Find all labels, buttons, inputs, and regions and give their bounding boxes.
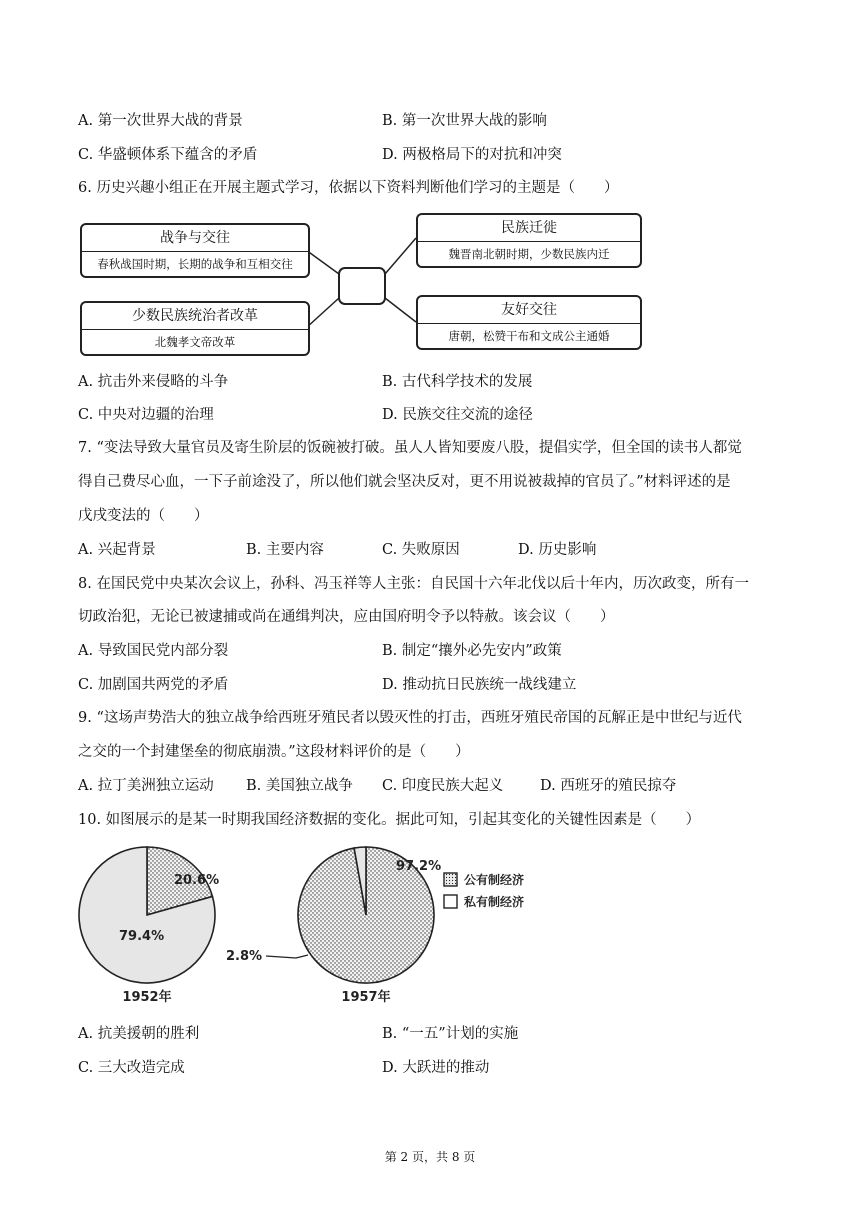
box-ethnic-migration — [416, 213, 642, 268]
q7-line-1: 7. “变法导致大量官员及寄生阶层的饭碗被打破。虽人人皆知要废八股，提倡实学，但全国的读书人都觉 — [78, 440, 742, 456]
pie-0-title: 1952年 — [122, 990, 172, 1005]
legend-label-1: 私有制经济 — [464, 895, 525, 909]
q8-line-2: 切政治犯，无论已被逮捕或尚在通缉判决，应由国府明令予以特赦。该会议（ ） — [78, 609, 615, 625]
box-minority-reform — [80, 301, 310, 356]
box-desc: 北魏孝文帝改革 — [154, 335, 236, 349]
legend-swatch-0 — [444, 873, 457, 886]
box-desc: 唐朝，松赞干布和文成公主通婚 — [448, 329, 610, 343]
legend-label-0: 公有制经济 — [464, 873, 525, 887]
q8-line-1: 8. 在国民党中央某次会议上，孙科、冯玉祥等人主张：自民国十六年北伐以后十年内，历次政变，所有一 — [78, 576, 749, 592]
q9-option-b: B. 美国独立战争 — [246, 778, 353, 794]
pie-1-label-0: 97.2% — [396, 859, 442, 874]
q10-pie-charts — [76, 840, 556, 1010]
box-title: 少数民族统治者改革 — [82, 303, 308, 330]
q6-option-b: B. 古代科学技术的发展 — [382, 374, 533, 390]
q7-line-2: 得自己费尽心血，一下子前途没了，所以他们就会坚决反对，更不用说被裁掉的官员了。”材料评述的是 — [78, 474, 731, 490]
q7-option-a: A. 兴起背景 — [78, 542, 156, 558]
q7-option-b: B. 主要内容 — [246, 542, 324, 558]
box-title: 战争与交往 — [82, 225, 308, 252]
box-war-and-exchange — [80, 223, 310, 278]
q10-option-c: C. 三大改造完成 — [78, 1060, 185, 1076]
q6-option-d: D. 民族交往交流的途径 — [382, 407, 533, 423]
pie-1-label-1: 2.8% — [226, 949, 263, 964]
q6-option-c: C. 中央对边疆的治理 — [78, 407, 214, 423]
q7-line-3: 戊戌变法的（ ） — [78, 508, 209, 524]
box-title: 友好交往 — [418, 297, 640, 324]
q7-option-d: D. 历史影响 — [518, 542, 597, 558]
q6-option-a: A. 抗击外来侵略的斗争 — [78, 374, 229, 390]
q10-option-b: B. “一五”计划的实施 — [382, 1026, 519, 1042]
q10-option-d: D. 大跃进的推动 — [382, 1060, 490, 1076]
q6-diagram — [78, 210, 648, 360]
pie-1-leader-line — [266, 955, 308, 958]
box-friendly-exchange — [416, 295, 642, 350]
q10-stem: 10. 如图展示的是某一时期我国经济数据的变化。据此可知，引起其变化的关键性因素是（ ） — [78, 812, 701, 828]
legend-swatch-1 — [444, 895, 457, 908]
q7-option-c: C. 失败原因 — [382, 542, 460, 558]
center-box — [339, 268, 385, 304]
pie-0-label-1: 79.4% — [119, 929, 165, 944]
pie-0-label-0: 20.6% — [174, 873, 220, 888]
q5-option-a: A. 第一次世界大战的背景 — [78, 113, 243, 129]
q8-option-d: D. 推动抗日民族统一战线建立 — [382, 677, 577, 693]
q9-line-1: 9. “这场声势浩大的独立战争给西班牙殖民者以毁灭性的打击，西班牙殖民帝国的瓦解正是中世纪与近代 — [78, 710, 742, 726]
q9-option-a: A. 拉丁美洲独立运动 — [78, 778, 214, 794]
q8-option-a: A. 导致国民党内部分裂 — [78, 643, 229, 659]
q5-option-b: B. 第一次世界大战的影响 — [382, 113, 547, 129]
q8-option-c: C. 加剧国共两党的矛盾 — [78, 677, 229, 693]
pie-1-title: 1957年 — [341, 990, 391, 1005]
box-desc: 春秋战国时期，长期的战争和互相交往 — [97, 257, 293, 271]
box-desc: 魏晋南北朝时期，少数民族内迁 — [448, 247, 610, 261]
q5-option-d: D. 两极格局下的对抗和冲突 — [382, 147, 562, 163]
q8-option-b: B. 制定“攘外必先安内”政策 — [382, 643, 562, 659]
q5-option-c: C. 华盛顿体系下蕴含的矛盾 — [78, 147, 258, 163]
box-title: 民族迁徙 — [418, 215, 640, 242]
q9-option-d: D. 西班牙的殖民掠夺 — [540, 778, 677, 794]
page-footer: 第 2 页，共 8 页 — [384, 1150, 476, 1164]
q9-option-c: C. 印度民族大起义 — [382, 778, 504, 794]
q6-stem: 6. 历史兴趣小组正在开展主题式学习，依据以下资料判断他们学习的主题是（ ） — [78, 180, 619, 196]
q10-option-a: A. 抗美援朝的胜利 — [78, 1026, 200, 1042]
q9-line-2: 之交的一个封建堡垒的彻底崩溃。”这段材料评价的是（ ） — [78, 744, 470, 760]
